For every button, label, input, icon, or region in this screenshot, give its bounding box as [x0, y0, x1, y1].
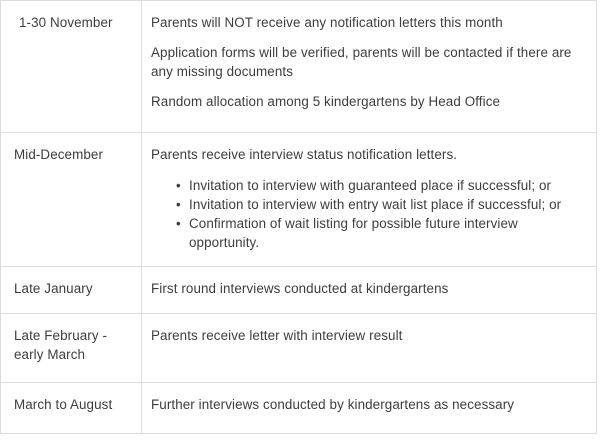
date-label: Late January: [14, 281, 93, 296]
date-label: Late February - early March: [14, 328, 108, 362]
description-text: Application forms will be verified, parents will be contacted if there are any missing documents: [151, 45, 572, 79]
date-cell: [1, 267, 142, 314]
bullet-list: [151, 176, 586, 252]
list-item: [176, 176, 586, 195]
table-row: [1, 314, 597, 383]
list-item-text: Confirmation of wait listing for possible future interview opportunity.: [189, 216, 518, 250]
description-text: Further interviews conducted by kindergartens as necessary: [151, 397, 515, 412]
list-item: [176, 195, 586, 214]
description-cell: [142, 133, 597, 267]
description-text: Parents will NOT receive any notification letters this month: [151, 15, 503, 30]
description-text: Random allocation among 5 kindergartens by Head Office: [151, 94, 501, 109]
date-cell: [1, 133, 142, 267]
description-text: Parents receive interview status notification letters.: [151, 147, 458, 162]
bullet-icon: •: [176, 197, 181, 212]
date-cell: [1, 383, 142, 434]
bullet-icon: •: [176, 216, 181, 231]
description-text: First round interviews conducted at kindergartens: [151, 281, 449, 296]
table-row: [1, 267, 597, 314]
date-label: March to August: [14, 397, 113, 412]
bullet-icon: •: [176, 178, 181, 193]
date-cell: [1, 1, 142, 133]
list-item-text: Invitation to interview with guaranteed place if successful; or: [189, 178, 552, 193]
description-cell: [142, 383, 597, 434]
description-cell: [142, 314, 597, 383]
table-row: [1, 1, 597, 133]
date-cell: [1, 314, 142, 383]
date-label: 1-30 November: [19, 15, 113, 30]
date-label: Mid-December: [14, 147, 104, 162]
list-item: [176, 214, 586, 252]
table-row: [1, 133, 597, 267]
table-row: [1, 383, 597, 434]
description-text: Parents receive letter with interview result: [151, 328, 403, 343]
description-cell: [142, 1, 597, 133]
list-item-text: Invitation to interview with entry wait list place if successful; or: [189, 197, 562, 212]
description-cell: [142, 267, 597, 314]
